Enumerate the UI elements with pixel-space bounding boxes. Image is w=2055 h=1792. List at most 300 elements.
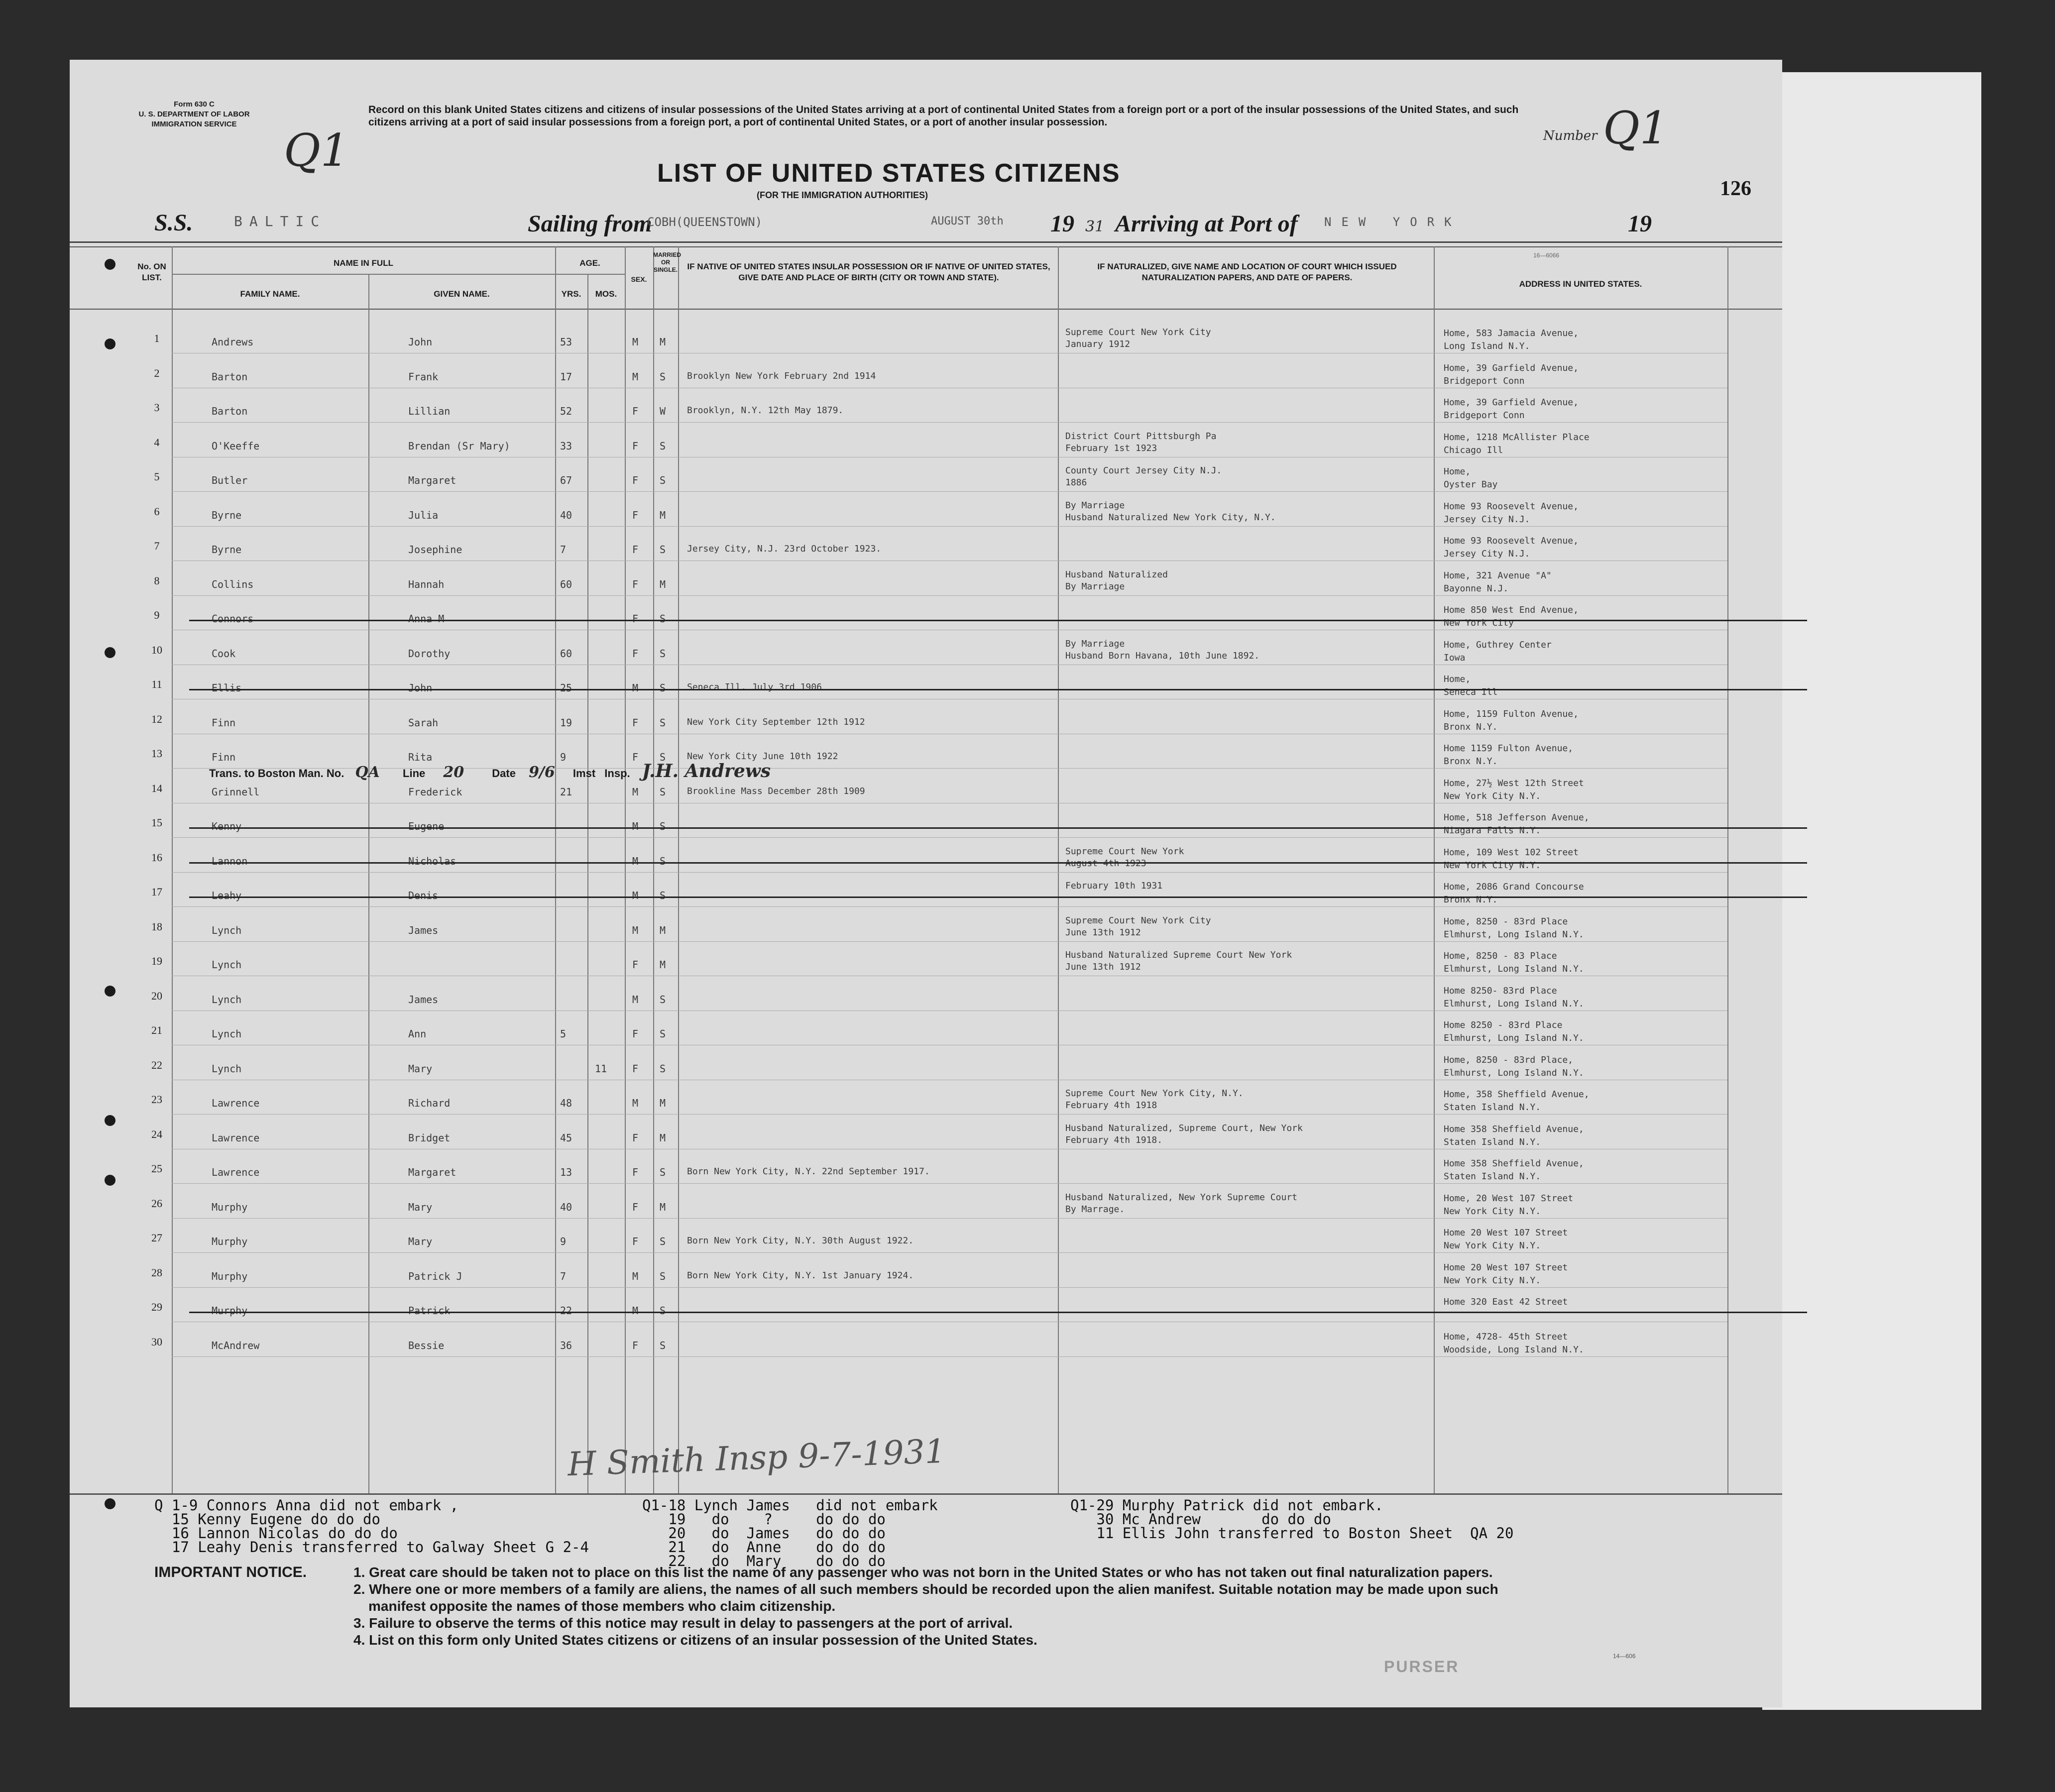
address-line-1: Home 850 West End Avenue, <box>1444 605 1579 615</box>
sex: M <box>632 1270 639 1282</box>
address-line-2: New York City N.Y. <box>1444 1240 1541 1251</box>
col-mos: MOS. <box>595 289 617 299</box>
col-naturalized: IF NATURALIZED, GIVE NAME AND LOCATION OF COURT WHICH ISSUED NATURALIZATION PAPERS, AND DATE OF PAPERS. <box>1097 262 1397 282</box>
address-line-2: Seneca Ill <box>1444 687 1498 697</box>
row-number: 29 <box>151 1301 162 1313</box>
naturalization-court: Husband Naturalized <box>1065 569 1168 580</box>
address-line-2: Elmhurst, Long Island N.Y. <box>1444 1033 1584 1043</box>
family-name: Leahy <box>212 890 242 901</box>
marital-status: S <box>660 648 666 660</box>
naturalization-court: By Marriage <box>1065 500 1125 511</box>
row-number: 22 <box>151 1059 162 1071</box>
row-number: 24 <box>151 1128 162 1140</box>
address-line-1: Home 358 Sheffield Avenue, <box>1444 1124 1584 1134</box>
sex: M <box>632 820 639 832</box>
binder-hole <box>105 986 115 997</box>
birth-place-date: Brookline Mass December 28th 1909 <box>687 786 865 796</box>
age-years: 36 <box>560 1340 572 1351</box>
row-rule <box>172 422 1727 423</box>
age-years: 19 <box>560 717 572 729</box>
address-line-1: Home, 358 Sheffield Avenue, <box>1444 1089 1590 1100</box>
sex: M <box>632 682 639 694</box>
transfer-line-label: Line <box>403 767 426 780</box>
family-name: Barton <box>212 405 248 417</box>
age-years: 7 <box>560 544 567 556</box>
table-bottom-rule <box>70 1493 1782 1495</box>
family-name: McAndrew <box>212 1340 260 1351</box>
inspector-signature: H Smith Insp 9-7-1931 <box>567 1432 946 1484</box>
strikethrough-line <box>189 862 1807 864</box>
marital-status: S <box>660 890 666 901</box>
naturalization-court: Supreme Court New York <box>1065 846 1184 857</box>
strikethrough-line <box>189 689 1807 690</box>
address-line-1: Home, <box>1444 674 1471 684</box>
given-name: Bessie <box>408 1340 445 1351</box>
given-name: Rita <box>408 751 433 763</box>
address-line-1: Home, 4728- 45th Street <box>1444 1332 1568 1342</box>
col-sex: SEX. <box>631 275 647 283</box>
address-line-2: Jersey City N.J. <box>1444 514 1530 525</box>
sex: F <box>632 405 639 417</box>
marital-status: S <box>660 1028 666 1040</box>
given-name: Ann <box>408 1028 427 1040</box>
age-years: 60 <box>560 578 572 590</box>
row-number: 10 <box>151 644 162 656</box>
address-line-1: Home, Guthrey Center <box>1444 640 1552 650</box>
address-line-1: Home, 518 Jefferson Avenue, <box>1444 812 1590 823</box>
marital-status: M <box>660 1132 666 1144</box>
col-rule <box>678 246 679 1493</box>
note-line: Q1-29 Murphy Patrick did not embark. <box>1070 1497 1383 1514</box>
address-line-2: New York City <box>1444 618 1514 628</box>
row-number: 27 <box>151 1232 162 1244</box>
marital-status: M <box>660 1097 666 1109</box>
given-name: Denis <box>408 890 439 901</box>
col-rule <box>1434 246 1435 1493</box>
family-name: Lawrence <box>212 1166 260 1178</box>
number-label: Number <box>1543 128 1598 143</box>
given-name: Julia <box>408 509 439 521</box>
notice-heading: IMPORTANT NOTICE. <box>154 1564 307 1580</box>
transfer-insp-label: Insp. <box>604 767 630 780</box>
marital-status: W <box>660 405 666 417</box>
row-number: 1 <box>154 332 160 344</box>
given-name: Richard <box>408 1097 451 1109</box>
marital-status: S <box>660 1166 666 1178</box>
given-name: Patrick <box>408 1305 451 1317</box>
sex: F <box>632 440 639 452</box>
row-rule <box>172 1356 1727 1357</box>
col-age: AGE. <box>579 258 600 268</box>
naturalization-court: Husband Naturalized Supreme Court New York <box>1065 950 1292 960</box>
address-line-2: Bronx N.Y. <box>1444 722 1498 732</box>
marital-status: S <box>660 544 666 556</box>
address-line-2: Bronx N.Y. <box>1444 756 1498 767</box>
col-birth: IF NATIVE OF UNITED STATES INSULAR POSSESSION OR IF NATIVE OF UNITED STATES, GIVE DATE AND PLACE OF BIRTH (CITY OR TOWN AND STATE). <box>687 262 1050 282</box>
number-value: Q1 <box>1603 102 1669 154</box>
naturalization-date: January 1912 <box>1065 339 1131 349</box>
age-years: 33 <box>560 440 572 452</box>
arrival-year-prefix: 19 <box>1628 211 1652 237</box>
family-name: Cook <box>212 648 236 660</box>
sex: F <box>632 1235 639 1247</box>
binder-hole <box>105 1115 115 1126</box>
birth-place-date: Born New York City, N.Y. 30th August 1922. <box>687 1235 914 1246</box>
row-rule <box>172 872 1727 873</box>
naturalization-court: District Court Pittsburgh Pa <box>1065 431 1217 442</box>
sex: M <box>632 924 639 936</box>
address-line-2: Staten Island N.Y. <box>1444 1171 1541 1182</box>
marital-status: M <box>660 509 666 521</box>
notice-item-1: 1. Great care should be taken not to place on this list the name of any passenger who was not born in the United States or who has not taken out final naturalization papers. <box>353 1565 1493 1580</box>
sex: F <box>632 717 639 729</box>
sex: M <box>632 994 639 1006</box>
row-number: 12 <box>151 713 162 725</box>
row-rule <box>172 1218 1727 1219</box>
table-head-rule <box>70 309 1782 310</box>
row-number: 9 <box>154 609 160 621</box>
col-name-in-full: NAME IN FULL <box>334 258 393 268</box>
age-years: 9 <box>560 1235 567 1247</box>
marital-status: S <box>660 994 666 1006</box>
row-number: 19 <box>151 955 162 967</box>
age-years: 9 <box>560 751 567 763</box>
row-rule <box>172 1287 1727 1288</box>
sex: M <box>632 336 639 348</box>
given-name: John <box>408 682 433 694</box>
address-line-2: Bridgeport Conn <box>1444 410 1525 421</box>
naturalization-date: By Marriage <box>1065 581 1125 592</box>
age-years: 5 <box>560 1028 567 1040</box>
row-number: 28 <box>151 1266 162 1279</box>
address-line-2: Bronx N.Y. <box>1444 895 1498 905</box>
given-name: Bridget <box>408 1132 451 1144</box>
address-line-2: Staten Island N.Y. <box>1444 1137 1541 1147</box>
table-top-rule <box>70 246 1782 247</box>
row-rule <box>172 906 1727 907</box>
naturalization-court: Supreme Court New York City <box>1065 327 1211 337</box>
address-line-2: Elmhurst, Long Island N.Y. <box>1444 999 1584 1009</box>
sex: F <box>632 648 639 660</box>
sex: F <box>632 1166 639 1178</box>
address-line-2: New York City N.Y. <box>1444 791 1541 801</box>
birth-place-date: New York City September 12th 1912 <box>687 717 865 727</box>
note-line: 19 do ? do do do <box>642 1511 886 1528</box>
footer-code: 14—606 <box>1613 1653 1636 1660</box>
row-number: 6 <box>154 505 160 518</box>
address-line-2: Staten Island N.Y. <box>1444 1102 1541 1113</box>
sailing-label: Sailing from <box>528 211 652 237</box>
age-years: 22 <box>560 1305 572 1317</box>
address-line-1: Home 8250 - 83rd Place <box>1444 1020 1563 1030</box>
form-instructions: Record on this blank United States citizens and citizens of insular possessions of the United States arriving at a port of continental United States from a foreign port or a port of the insular possessions of the United States, and such citizens arriving at a port of said insular possessions from a foreign port, a port of continental United States, or a port of another insular possession. <box>368 104 1519 128</box>
header-rule <box>70 241 1782 243</box>
given-name: Brendan (Sr Mary) <box>408 440 510 452</box>
notice-item-4: 4. List on this form only United States citizens or citizens of an insular possession of the United States. <box>353 1632 1037 1648</box>
row-rule <box>172 837 1727 838</box>
row-number: 30 <box>151 1336 162 1348</box>
address-line-1: Home, 39 Garfield Avenue, <box>1444 363 1579 373</box>
purser-stamp: PURSER <box>1384 1658 1460 1676</box>
family-name: Grinnell <box>212 786 260 798</box>
family-name: Finn <box>212 751 236 763</box>
row-number: 21 <box>151 1024 162 1036</box>
family-name: Murphy <box>212 1201 248 1213</box>
notice-item-2-cont: manifest opposite the names of those members who claim citizenship. <box>368 1598 836 1614</box>
age-years: 67 <box>560 474 572 486</box>
given-name: Margaret <box>408 1166 457 1178</box>
row-number: 11 <box>151 678 162 690</box>
note-line: Q1-18 Lynch James did not embark <box>642 1497 938 1514</box>
family-name: Murphy <box>212 1270 248 1282</box>
col-married-single: MARRIED OR SINGLE. <box>653 251 681 273</box>
age-years: 40 <box>560 1201 572 1213</box>
row-rule <box>172 1252 1727 1253</box>
naturalization-date: 1886 <box>1065 477 1087 488</box>
sex: M <box>632 786 639 798</box>
family-name: Lynch <box>212 994 242 1006</box>
binder-hole <box>105 259 115 270</box>
family-name: Lawrence <box>212 1097 260 1109</box>
family-name: Andrews <box>212 336 254 348</box>
col-yrs: YRS. <box>561 289 581 299</box>
family-name: Lynch <box>212 1028 242 1040</box>
address-line-2: Elmhurst, Long Island N.Y. <box>1444 1068 1584 1078</box>
address-line-1: Home, 27½ West 12th Street <box>1444 778 1584 788</box>
given-name: Mary <box>408 1063 433 1075</box>
col-rule <box>172 246 173 1493</box>
marital-status: S <box>660 820 666 832</box>
given-name: John <box>408 336 433 348</box>
marital-status: M <box>660 924 666 936</box>
note-line: 11 Ellis John transferred to Boston Sheet QA 20 <box>1070 1525 1514 1542</box>
address-line-1: Home, 8250 - 83rd Place <box>1444 916 1568 927</box>
address-line-1: Home 93 Roosevelt Avenue, <box>1444 536 1579 546</box>
age-months: 11 <box>595 1063 607 1075</box>
service-name: IMMIGRATION SERVICE <box>151 120 237 128</box>
age-years: 45 <box>560 1132 572 1144</box>
address-line-2: Elmhurst, Long Island N.Y. <box>1444 964 1584 974</box>
given-name: James <box>408 994 439 1006</box>
sex: F <box>632 959 639 971</box>
row-number: 16 <box>151 851 162 864</box>
marital-status: S <box>660 371 666 383</box>
ss-label: S.S. <box>154 210 193 236</box>
row-rule <box>172 941 1727 942</box>
address-line-1: Home 1159 Fulton Avenue, <box>1444 743 1574 754</box>
naturalization-date: Husband Born Havana, 10th June 1892. <box>1065 651 1260 661</box>
address-line-2: New York City N.Y. <box>1444 860 1541 871</box>
naturalization-date: June 13th 1912 <box>1065 962 1141 972</box>
birth-place-date: Brooklyn, N.Y. 12th May 1879. <box>687 405 844 416</box>
family-name: Byrne <box>212 509 242 521</box>
row-number: 4 <box>154 436 160 448</box>
row-number: 23 <box>151 1093 162 1106</box>
age-years: 40 <box>560 509 572 521</box>
strikethrough-line <box>189 620 1807 621</box>
form-number: Form 630 C <box>174 100 215 109</box>
row-number: 18 <box>151 920 162 933</box>
age-years: 48 <box>560 1097 572 1109</box>
naturalization-court: February 10th 1931 <box>1065 881 1163 891</box>
strikethrough-line <box>189 896 1807 898</box>
sex: F <box>632 1028 639 1040</box>
address-line-2: Iowa <box>1444 653 1466 663</box>
marital-status: S <box>660 682 666 694</box>
age-years: 7 <box>560 1270 567 1282</box>
arriving-port: NEW YORK <box>1324 215 1462 229</box>
notice-item-3: 3. Failure to observe the terms of this notice may result in delay to passengers at the port of arrival. <box>353 1615 1013 1631</box>
naturalization-date: August 4th 1923 <box>1065 858 1146 869</box>
row-rule <box>172 526 1727 527</box>
family-name: Lynch <box>212 924 242 936</box>
note-line: 15 Kenny Eugene do do do <box>154 1511 380 1528</box>
col-address: ADDRESS IN UNITED STATES. <box>1519 279 1642 289</box>
row-rule <box>172 1183 1727 1184</box>
address-line-2: New York City N.Y. <box>1444 1206 1541 1217</box>
note-line: 20 do James do do do <box>642 1525 886 1542</box>
marital-status: S <box>660 855 666 867</box>
naturalization-date: February 1st 1923 <box>1065 443 1157 453</box>
address-line-1: Home, 2086 Grand Concourse <box>1444 882 1584 892</box>
address-line-2: New York City N.Y. <box>1444 1275 1541 1286</box>
marital-status: S <box>660 1235 666 1247</box>
age-years: 53 <box>560 336 572 348</box>
note-line: 16 Lannon Nicolas do do do <box>154 1525 398 1542</box>
naturalization-court: Husband Naturalized, Supreme Court, New York <box>1065 1123 1303 1133</box>
row-number: 7 <box>154 540 160 552</box>
notice-items <box>353 1564 1498 1649</box>
notes-column-1 <box>154 1498 589 1554</box>
family-name: Ellis <box>212 682 242 694</box>
address-line-1: Home, 321 Avenue "A" <box>1444 570 1552 581</box>
row-number: 14 <box>151 782 162 794</box>
family-name: Lannon <box>212 855 248 867</box>
marital-status: S <box>660 1305 666 1317</box>
address-line-1: Home 20 West 107 Street <box>1444 1262 1568 1273</box>
age-years: 60 <box>560 648 572 660</box>
given-name: Hannah <box>408 578 445 590</box>
sex: F <box>632 751 639 763</box>
transfer-date-label: Date <box>492 767 516 780</box>
page-number: 126 <box>1720 177 1751 200</box>
sex: F <box>632 1201 639 1213</box>
col-given-name: GIVEN NAME. <box>434 289 490 299</box>
marital-status: S <box>660 1270 666 1282</box>
marital-status: S <box>660 440 666 452</box>
manifest-sheet <box>70 60 1782 1707</box>
given-name: Margaret <box>408 474 457 486</box>
marital-status: M <box>660 336 666 348</box>
birth-place-date: Born New York City, N.Y. 22nd September 1917. <box>687 1166 930 1177</box>
marital-status: M <box>660 578 666 590</box>
page-subtitle: (FOR THE IMMIGRATION AUTHORITIES) <box>757 190 928 200</box>
year-prefix: 19 <box>1050 211 1074 237</box>
sex: F <box>632 1340 639 1351</box>
address-line-1: Home, 1159 Fulton Avenue, <box>1444 709 1579 719</box>
col-rule <box>555 246 556 1493</box>
address-line-1: Home, 8250 - 83rd Place, <box>1444 1055 1574 1065</box>
binder-hole <box>105 1175 115 1186</box>
sex: F <box>632 474 639 486</box>
sex: F <box>632 509 639 521</box>
age-years: 25 <box>560 682 572 694</box>
row-number: 20 <box>151 990 162 1002</box>
given-name: Frank <box>408 371 439 383</box>
marital-status: S <box>660 613 666 625</box>
address-line-1: Home 20 West 107 Street <box>1444 1228 1568 1238</box>
address-line-2: Long Island N.Y. <box>1444 341 1530 351</box>
family-name: O'Keeffe <box>212 440 260 452</box>
strikethrough-line <box>189 827 1807 829</box>
year-suffix: 31 <box>1085 218 1105 235</box>
family-name: Murphy <box>212 1235 248 1247</box>
row-number: 25 <box>151 1162 162 1175</box>
back-sheet <box>1762 72 1981 1710</box>
address-line-1: Home, 20 West 107 Street <box>1444 1193 1574 1204</box>
arriving-label: Arriving at Port of <box>1115 211 1298 237</box>
given-name: Dorothy <box>408 648 451 660</box>
age-years: 21 <box>560 786 572 798</box>
sex: M <box>632 890 639 901</box>
address-line-2: Niagara Falls N.Y. <box>1444 825 1541 836</box>
page-title: LIST OF UNITED STATES CITIZENS <box>657 159 1121 188</box>
address-line-2: Jersey City N.J. <box>1444 549 1530 559</box>
row-number: 8 <box>154 574 160 587</box>
transfer-text: Trans. to Boston Man. No. <box>209 767 344 780</box>
printer-note: 16—6066 <box>1533 252 1560 259</box>
given-name: Eugene <box>408 820 445 832</box>
sex: F <box>632 1063 639 1075</box>
address-line-1: Home, 8250 - 83 Place <box>1444 951 1557 961</box>
notice-item-2: 2. Where one or more members of a family are aliens, the names of all such members should be recorded upon the alien manifest. Suitable notation may be made upon such <box>353 1581 1498 1597</box>
naturalization-court: Supreme Court New York City, N.Y. <box>1065 1088 1244 1099</box>
family-name: Barton <box>212 371 248 383</box>
address-line-1: Home, 109 West 102 Street <box>1444 847 1579 858</box>
col-rule <box>625 246 626 1493</box>
family-name: Byrne <box>212 544 242 556</box>
given-name: Sarah <box>408 717 439 729</box>
row-number: 5 <box>154 470 160 483</box>
marital-status: M <box>660 959 666 971</box>
row-number: 15 <box>151 816 162 829</box>
sex: M <box>632 1305 639 1317</box>
age-years: 13 <box>560 1166 572 1178</box>
address-line-2: Oyster Bay <box>1444 479 1498 490</box>
family-name: Lawrence <box>212 1132 260 1144</box>
row-rule <box>172 1114 1727 1115</box>
family-name: Finn <box>212 717 236 729</box>
address-line-2: Chicago Ill <box>1444 445 1503 455</box>
note-line: Q 1-9 Connors Anna did not embark , <box>154 1497 459 1514</box>
naturalization-date: By Marrage. <box>1065 1204 1125 1215</box>
note-line: 22 do Mary do do do <box>642 1553 886 1569</box>
sailing-from: COBH(QUEENSTOWN) <box>647 215 763 229</box>
given-name: Patrick J <box>408 1270 462 1282</box>
naturalization-date: February 4th 1918 <box>1065 1100 1157 1111</box>
given-name: Nicholas <box>408 855 457 867</box>
row-number: 2 <box>154 367 160 379</box>
address-line-1: Home, 1218 McAllister Place <box>1444 432 1590 443</box>
address-line-2: Bayonne N.J. <box>1444 583 1509 594</box>
row-number: 26 <box>151 1197 162 1210</box>
strikethrough-line <box>189 1312 1807 1313</box>
transfer-line <box>209 761 771 782</box>
sex: M <box>632 371 639 383</box>
col-rule <box>1058 246 1059 1493</box>
marital-status: S <box>660 1340 666 1351</box>
ship-name: BALTIC <box>234 213 327 229</box>
